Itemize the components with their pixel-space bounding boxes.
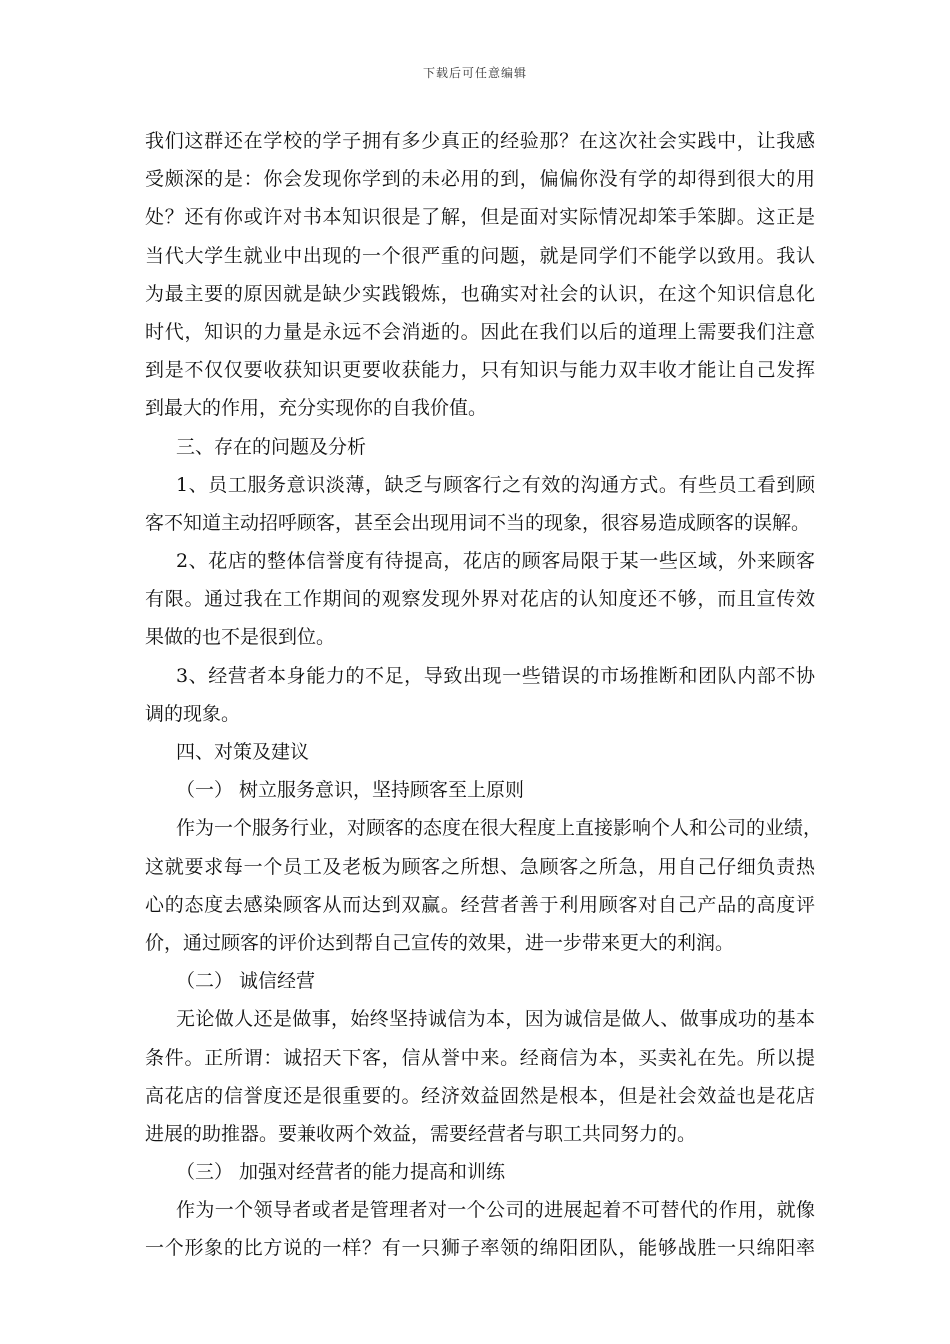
text-line: 作为一个领导者或者是管理者对一个公司的进展起着不可替代的作用，就像 [176,1199,815,1222]
text-line: 进展的助推器。要兼收两个效益，需要经营者与职工共同努力的。 [145,1122,697,1145]
text-line: 为最主要的原因就是缺少实践锻炼，也确实对社会的认识，在这个知识信息化 [145,282,815,305]
text-line: 有限。通过我在工作期间的观察发现外界对花店的认知度还不够，而且宣传效 [145,588,815,611]
page-header: 下载后可任意编辑 [422,66,527,80]
section-heading-problems: 三、存在的问题及分析 [176,435,367,458]
text-line: 心的态度去感染顾客从而达到双赢。经营者善于利用顾客对自己产品的高度评 [145,893,815,916]
text-line: 当代大学生就业中出现的一个很严重的问题，就是同学们不能学以致用。我认 [145,244,815,267]
text-line: 果做的也不是很到位。 [145,626,336,649]
paragraph-intro [145,122,815,428]
text-line: 处？还有你或许对书本知识很是了解，但是面对实际情况却笨手笨脚。这正是 [145,206,815,229]
paragraph-problem-3 [145,657,815,733]
text-line: 受颇深的是：你会发现你学到的未必用的到，偏偏你没有学的却得到很大的用 [145,168,815,191]
text-line: 2、花店的整体信誉度有待提高，花店的顾客局限于某一些区域，外来顾客 [176,550,815,573]
text-line: 到最大的作用，充分实现你的自我价值。 [145,397,488,420]
text-line: 3、经营者本身能力的不足，导致出现一些错误的市场推断和团队内部不协 [176,664,815,687]
text-line: 这就要求每一个员工及老板为顾客之所想、急顾客之所急，用自己仔细负责热 [145,855,815,878]
paragraph-integrity [145,1000,815,1153]
text-line: 时代，知识的力量是永远不会消逝的。因此在我们以后的道理上需要我们注意 [145,320,815,343]
paragraph-problem-1 [145,466,815,542]
text-line: 到是不仅仅要收获知识更要收获能力，只有知识与能力双丰收才能让自己发挥 [145,359,815,382]
text-line: 一个形象的比方说的一样？有一只狮子率领的绵阳团队，能够战胜一只绵阳率 [145,1237,815,1260]
paragraph-service [145,809,823,962]
text-line: 条件。正所谓：诚招天下客，信从誉中来。经商信为本，买卖礼在先。所以提 [145,1046,815,1069]
text-line: 1、员工服务意识淡薄，缺乏与顾客行之有效的沟通方式。有些员工看到顾 [176,473,815,496]
text-line: 我们这群还在学校的学子拥有多少真正的经验那？在这次社会实践中，让我感 [145,130,815,152]
text-line: 价，通过顾客的评价达到帮自己宣传的效果，进一步带来更大的利润。 [145,931,735,954]
paragraph-training [145,1191,815,1267]
subheading-integrity: （二） 诚信经营 [176,970,316,993]
subheading-training: （三） 加强对经营者的能力提高和训练 [176,1161,506,1184]
text-line: 调的现象。 [145,702,241,725]
document-body [145,122,823,1268]
paragraph-problem-2 [145,542,815,657]
section-heading-suggestions: 四、对策及建议 [176,741,310,763]
text-line: 作为一个服务行业，对顾客的态度在很大程度上直接影响个人和公司的业绩， [176,817,823,840]
subheading-service: （一） 树立服务意识，坚持顾客至上原则 [176,779,525,802]
text-line: 客不知道主动招呼顾客，甚至会出现用词不当的现象，很容易造成顾客的误解。 [145,511,811,534]
text-line: 无论做人还是做事，始终坚持诚信为本，因为诚信是做人、做事成功的基本 [176,1008,815,1031]
text-line: 高花店的信誉度还是很重要的。经济效益固然是根本，但是社会效益也是花店 [145,1084,815,1107]
